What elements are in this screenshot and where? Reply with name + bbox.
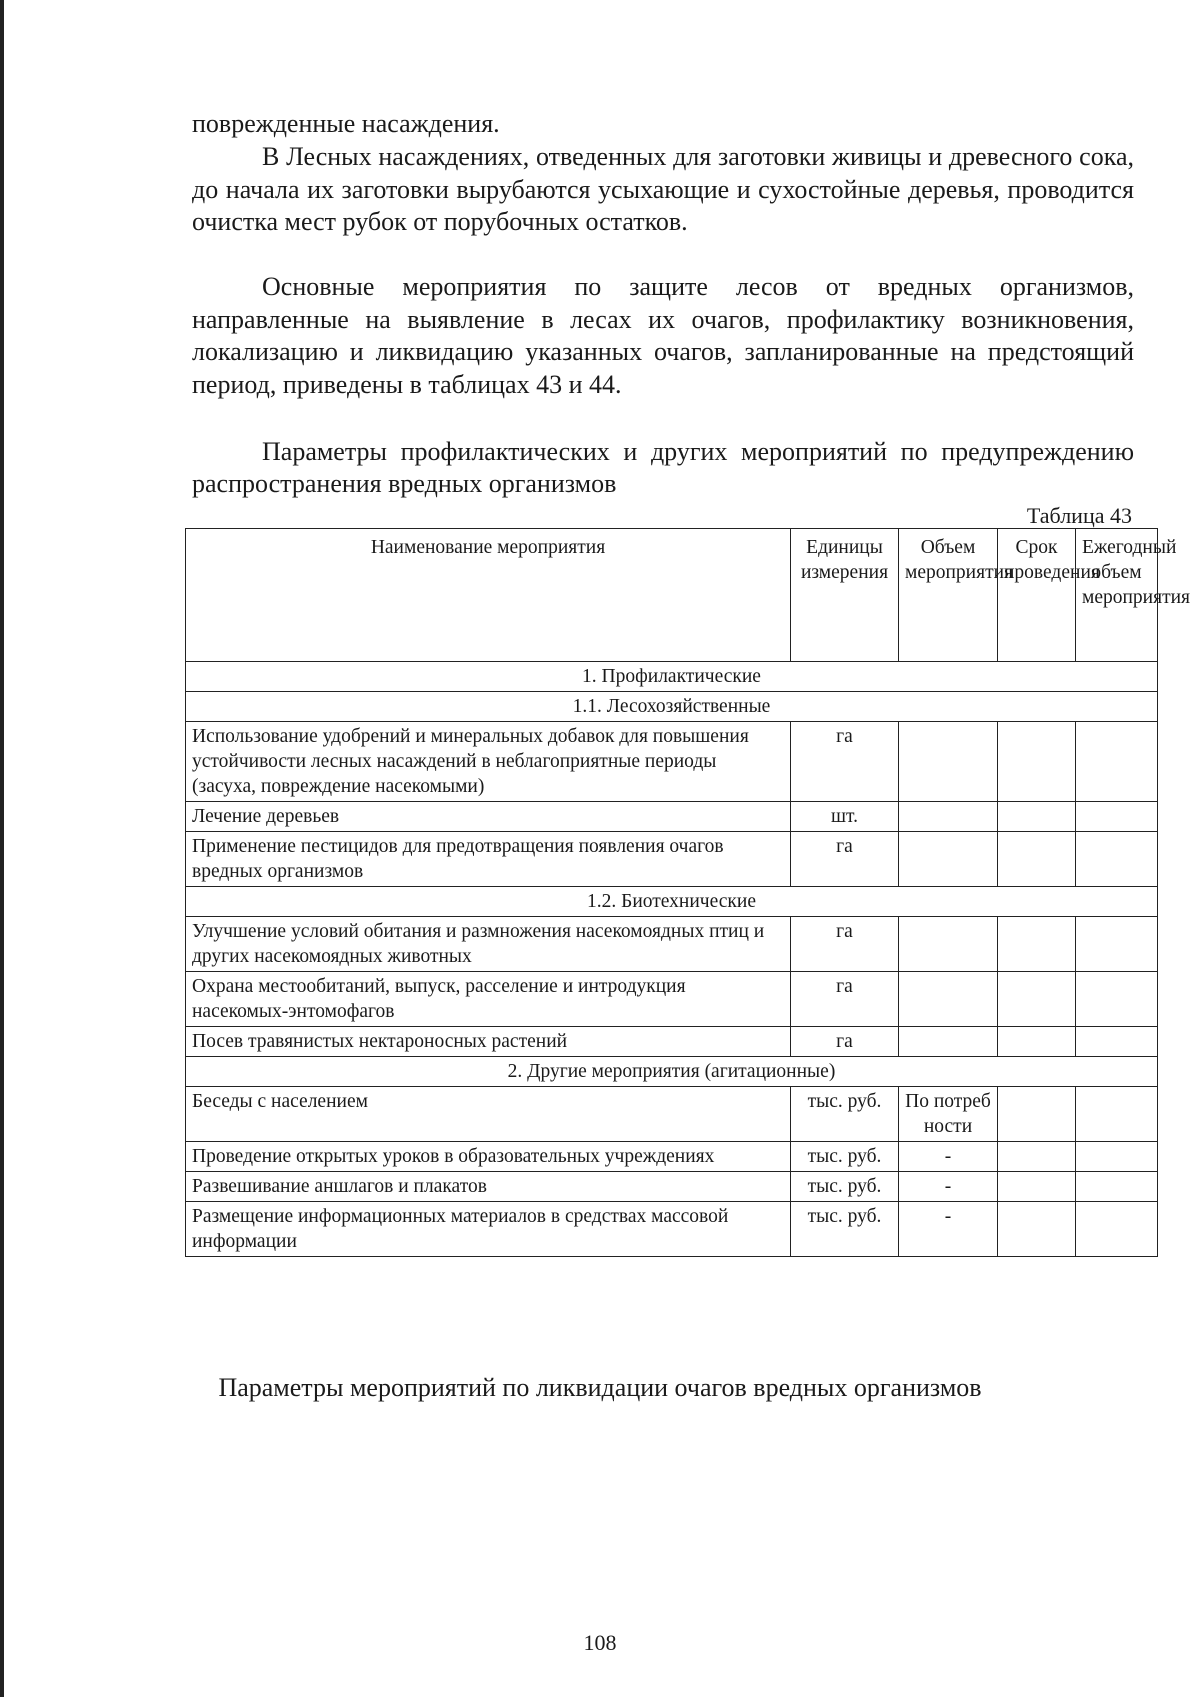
row-term [998,917,1076,972]
row-term [998,1027,1076,1057]
table-caption: Параметры профилактических и других мероприятий по предупреждению распространения вредных организмов [192,437,1134,498]
table-row [186,1172,1158,1202]
header-unit: Единицы измерения [791,529,899,662]
row-annual [1076,1142,1158,1172]
table-row [186,832,1158,887]
paragraph-3: Основные мероприятия по защите лесов от вредных организмов, направленные на выявление в лесах их очагов, профилактику возникновения, локализацию и ликвидацию указанных очагов, запланированные на предстоящий период, приведены в таблицах 43 и 44. [192,272,1134,399]
paragraph-1: поврежденные насаждения. [192,109,500,138]
row-volume: По потребности [899,1087,998,1142]
row-annual [1076,1202,1158,1257]
section-row [186,692,1158,722]
header-annual: Ежегодный объем мероприятия [1076,529,1158,662]
row-unit: га [791,972,899,1027]
measures-table [185,528,1191,1257]
row-name: Лечение деревьев [186,802,791,832]
row-term [998,832,1076,887]
row-annual [1076,832,1158,887]
left-margin-rule [0,0,4,1697]
table-label: Таблица 43 [1026,503,1132,528]
row-name: Улучшение условий обитания и размножения насекомоядных птиц и других насекомоядных животных [186,917,791,972]
row-annual [1076,1087,1158,1142]
row-volume [899,972,998,1027]
row-volume: - [899,1202,998,1257]
row-unit: тыс. руб. [791,1087,899,1142]
row-unit: тыс. руб. [791,1142,899,1172]
row-name: Использование удобрений и минеральных добавок для повышения устойчивости лесных насаждений в неблагоприятные периоды (засуха, повреждение насекомыми) [186,722,791,802]
table-row [186,917,1158,972]
row-unit: тыс. руб. [791,1202,899,1257]
row-volume: - [899,1142,998,1172]
row-name: Развешивание аншлагов и плакатов [186,1172,791,1202]
table-row [186,722,1158,802]
table-row [186,1142,1158,1172]
row-name: Применение пестицидов для предотвращения появления очагов вредных организмов [186,832,791,887]
row-name: Беседы с населением [186,1087,791,1142]
next-table-title: Параметры мероприятий по ликвидации очагов вредных организмов [218,1373,982,1402]
row-volume [899,917,998,972]
table-row [186,1087,1158,1142]
header-term: Срок проведения [998,529,1076,662]
row-volume [899,722,998,802]
row-annual [1076,1172,1158,1202]
row-term [998,722,1076,802]
header-volume: Объем мероприятия [899,529,998,662]
section-row [186,1057,1158,1087]
section-title: 1. Профилактические [186,662,1158,692]
row-volume [899,802,998,832]
table-row [186,1202,1158,1257]
row-volume [899,832,998,887]
row-term [998,972,1076,1027]
section-row [186,887,1158,917]
row-term [998,802,1076,832]
row-term [998,1087,1076,1142]
paragraph-2: В Лесных насаждениях, отведенных для заготовки живицы и древесного сока, до начала их заготовки вырубаются усыхающие и сухостойные деревья, проводится очистка мест рубок от порубочных остатков. [192,142,1134,236]
row-unit: шт. [791,802,899,832]
row-volume: - [899,1172,998,1202]
page-number: 108 [583,1630,617,1655]
row-annual [1076,972,1158,1027]
table-row [186,802,1158,832]
row-unit: га [791,1027,899,1057]
row-annual [1076,1027,1158,1057]
row-term [998,1172,1076,1202]
section-row [186,662,1158,692]
row-name: Проведение открытых уроков в образовательных учреждениях [186,1142,791,1172]
row-annual [1076,917,1158,972]
section-title: 1.1. Лесохозяйственные [186,692,1158,722]
row-term [998,1202,1076,1257]
section-title: 2. Другие мероприятия (агитационные) [186,1057,1158,1087]
row-name: Охрана местообитаний, выпуск, расселение и интродукция насекомых-энтомофагов [186,972,791,1027]
row-name: Размещение информационных материалов в средствах массовой информации [186,1202,791,1257]
row-name: Посев травянистых нектароносных растений [186,1027,791,1057]
row-annual [1076,802,1158,832]
table-row [186,972,1158,1027]
table-header-row [186,529,1158,662]
table-row [186,1027,1158,1057]
row-unit: тыс. руб. [791,1172,899,1202]
row-term [998,1142,1076,1172]
row-volume [899,1027,998,1057]
section-title: 1.2. Биотехнические [186,887,1158,917]
row-unit: га [791,917,899,972]
row-annual [1076,722,1158,802]
row-unit: га [791,832,899,887]
header-name: Наименование мероприятия [186,529,791,662]
row-unit: га [791,722,899,802]
